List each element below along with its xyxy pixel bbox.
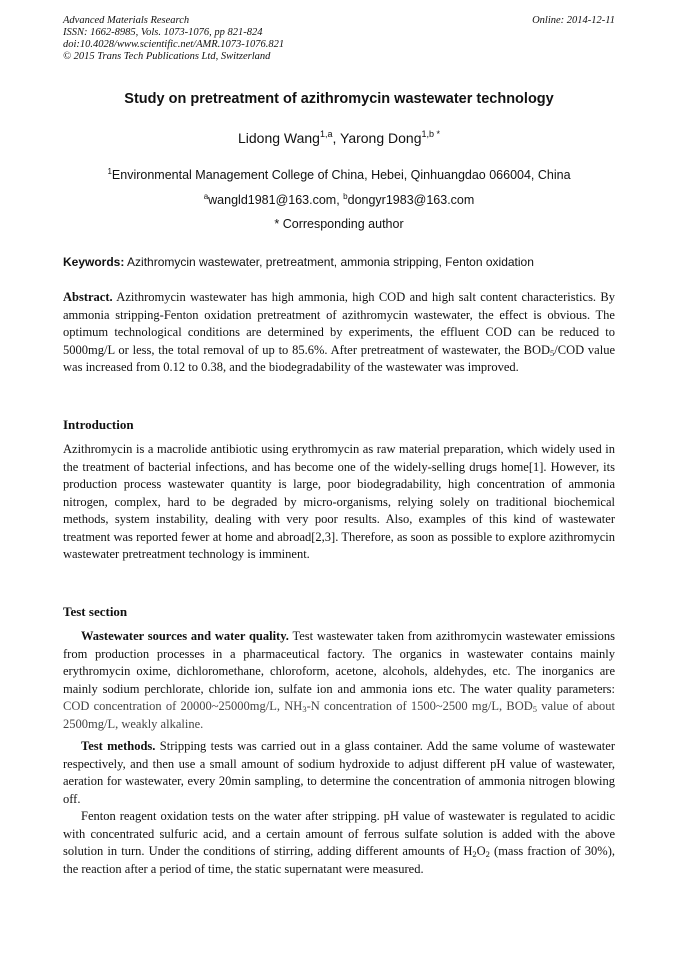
corresponding-author-note: * Corresponding author <box>274 217 404 231</box>
author-2: Yarong Dong <box>340 130 422 146</box>
fenton-oxygen: O <box>476 844 486 858</box>
test-section-body <box>63 628 615 878</box>
introduction-heading: Introduction <box>63 417 134 432</box>
introduction-section <box>63 441 615 564</box>
journal-header <box>63 15 423 63</box>
journal-name: Advanced Materials Research <box>63 15 190 26</box>
abstract-subscript: 5 <box>550 347 555 358</box>
test-methods-text: Stripping tests was carried out in a glass container. Add the same volume of wastewater respectively, and then use a small amount of sodium hydroxide to adjust different pH value of wastewater, aeration for wastewater, every 20min sampling, to determine the concentration of ammonia nitrogen blowing off. <box>63 739 615 806</box>
email-separator: , <box>336 193 344 207</box>
abstract-text-part2: /COD value was increased from 0.12 to 0.38, and the biodegradability of the wastewater was improved. <box>63 342 615 374</box>
email-a-marker: a <box>203 192 209 201</box>
abstract <box>63 289 615 377</box>
affiliation-text: Environmental Management College of China, Hebei, Qinhuangdao 066004, China <box>111 168 571 182</box>
email-line <box>0 193 678 207</box>
quality-params-part3: value of about 2500mg/L, weakly alkaline. <box>63 699 615 731</box>
abstract-text-part1: Azithromycin wastewater has high ammonia, high COD and high salt content characteristics. By ammonia stripping-Fenton oxidation pretreatment of azithromycin wastewater, the effect is obvious. The optimum technological conditions are determined by experiments, the effluent COD can be reduced to 5000mg/L or less, the total removal of up to 85.6%. After pretreatment of wastewater, the BOD <box>63 290 615 357</box>
email-a[interactable]: wangld1981@163.com <box>208 193 337 207</box>
nh3-subscript: 3 <box>302 704 307 714</box>
author-line <box>0 130 678 146</box>
author-1: Lidong Wang <box>237 130 320 146</box>
author-1-affil: 1,a <box>319 129 333 139</box>
email-b-marker: b <box>343 192 348 201</box>
author-separator: , <box>332 130 341 146</box>
wastewater-sources-paragraph <box>63 628 615 733</box>
abstract-paragraph <box>63 289 615 377</box>
author-2-affil: 1,b * <box>421 129 440 139</box>
issn-line: ISSN: 1662-8985, Vols. 1073-1076, pp 821-824 <box>63 27 263 38</box>
test-section-heading: Test section <box>63 604 128 619</box>
fenton-paragraph <box>63 808 615 878</box>
wastewater-sources-text: Test wastewater taken from azithromycin wastewater emissions from production processes in a pharmaceutical factory. The organics in wastewater contains mainly erythromycin oxime, dichloromethane, chloroform, acetone, alcohols, aldehydes, etc. The inorganics are mainly sodium perchlorate, chloride ion, sulfate ion and ammonia ions etc. The water quality parameters: <box>63 629 615 696</box>
affiliation <box>0 168 678 182</box>
quality-params-part2: -N concentration of 1500~2500 mg/L, BOD <box>306 699 533 713</box>
online-date: Online: 2014-12-11 <box>532 15 615 26</box>
fenton-text-part2: (mass fraction of 30%), the reaction after a period of time, the static supernatant were measured. <box>63 844 615 876</box>
copyright-line: © 2015 Trans Tech Publications Ltd, Switzerland <box>63 51 271 62</box>
doi-line: doi:10.4028/www.scientific.net/AMR.1073-1076.821 <box>63 39 285 50</box>
keywords-text: Azithromycin wastewater, pretreatment, ammonia stripping, Fenton oxidation <box>124 255 534 269</box>
paper-title: Study on pretreatment of azithromycin wastewater technology <box>124 91 554 107</box>
test-methods-paragraph <box>63 738 615 808</box>
email-b[interactable]: dongyr1983@163.com <box>347 193 475 207</box>
wastewater-sources-label: Wastewater sources and water quality. <box>81 629 289 643</box>
fenton-text-part1: Fenton reagent oxidation tests on the water after stripping. pH value of wastewater is regulated to acidic with concentrated sulfuric acid, and a certain amount of ferrous sulfate solution is added with the above solution in turn. Under the conditions of stirring, adding different amounts of H <box>63 809 615 858</box>
affiliation-marker: 1 <box>107 167 112 176</box>
keywords <box>63 255 623 269</box>
keywords-label: Keywords: <box>63 255 125 269</box>
abstract-label: Abstract. <box>63 290 113 304</box>
o2-subscript: 2 <box>485 849 490 859</box>
quality-params-part1: COD concentration of 20000~25000mg/L, NH <box>63 699 303 713</box>
h2-subscript: 2 <box>472 849 477 859</box>
introduction-paragraph: Azithromycin is a macrolide antibiotic using erythromycin as raw material preparation, which widely used in the treatment of bacterial infections, and has become one of the widely-selling drugs home[1]. However, its production process wastewater quantity is large, poor biodegradability, high concentration of ammonia nitrogen, complex, hard to be degraded by micro-organisms, relying solely on traditional biochemical methods, system instability, dealing with very poor results. Also, examples of this kind of wastewater treatment was reported fewer at home and abroad[2,3]. Therefore, as soon as possible to explore azithromycin wastewater pretreatment technology is imminent. <box>63 442 615 561</box>
bod5-subscript: 5 <box>532 704 537 714</box>
test-methods-label: Test methods. <box>81 739 156 753</box>
